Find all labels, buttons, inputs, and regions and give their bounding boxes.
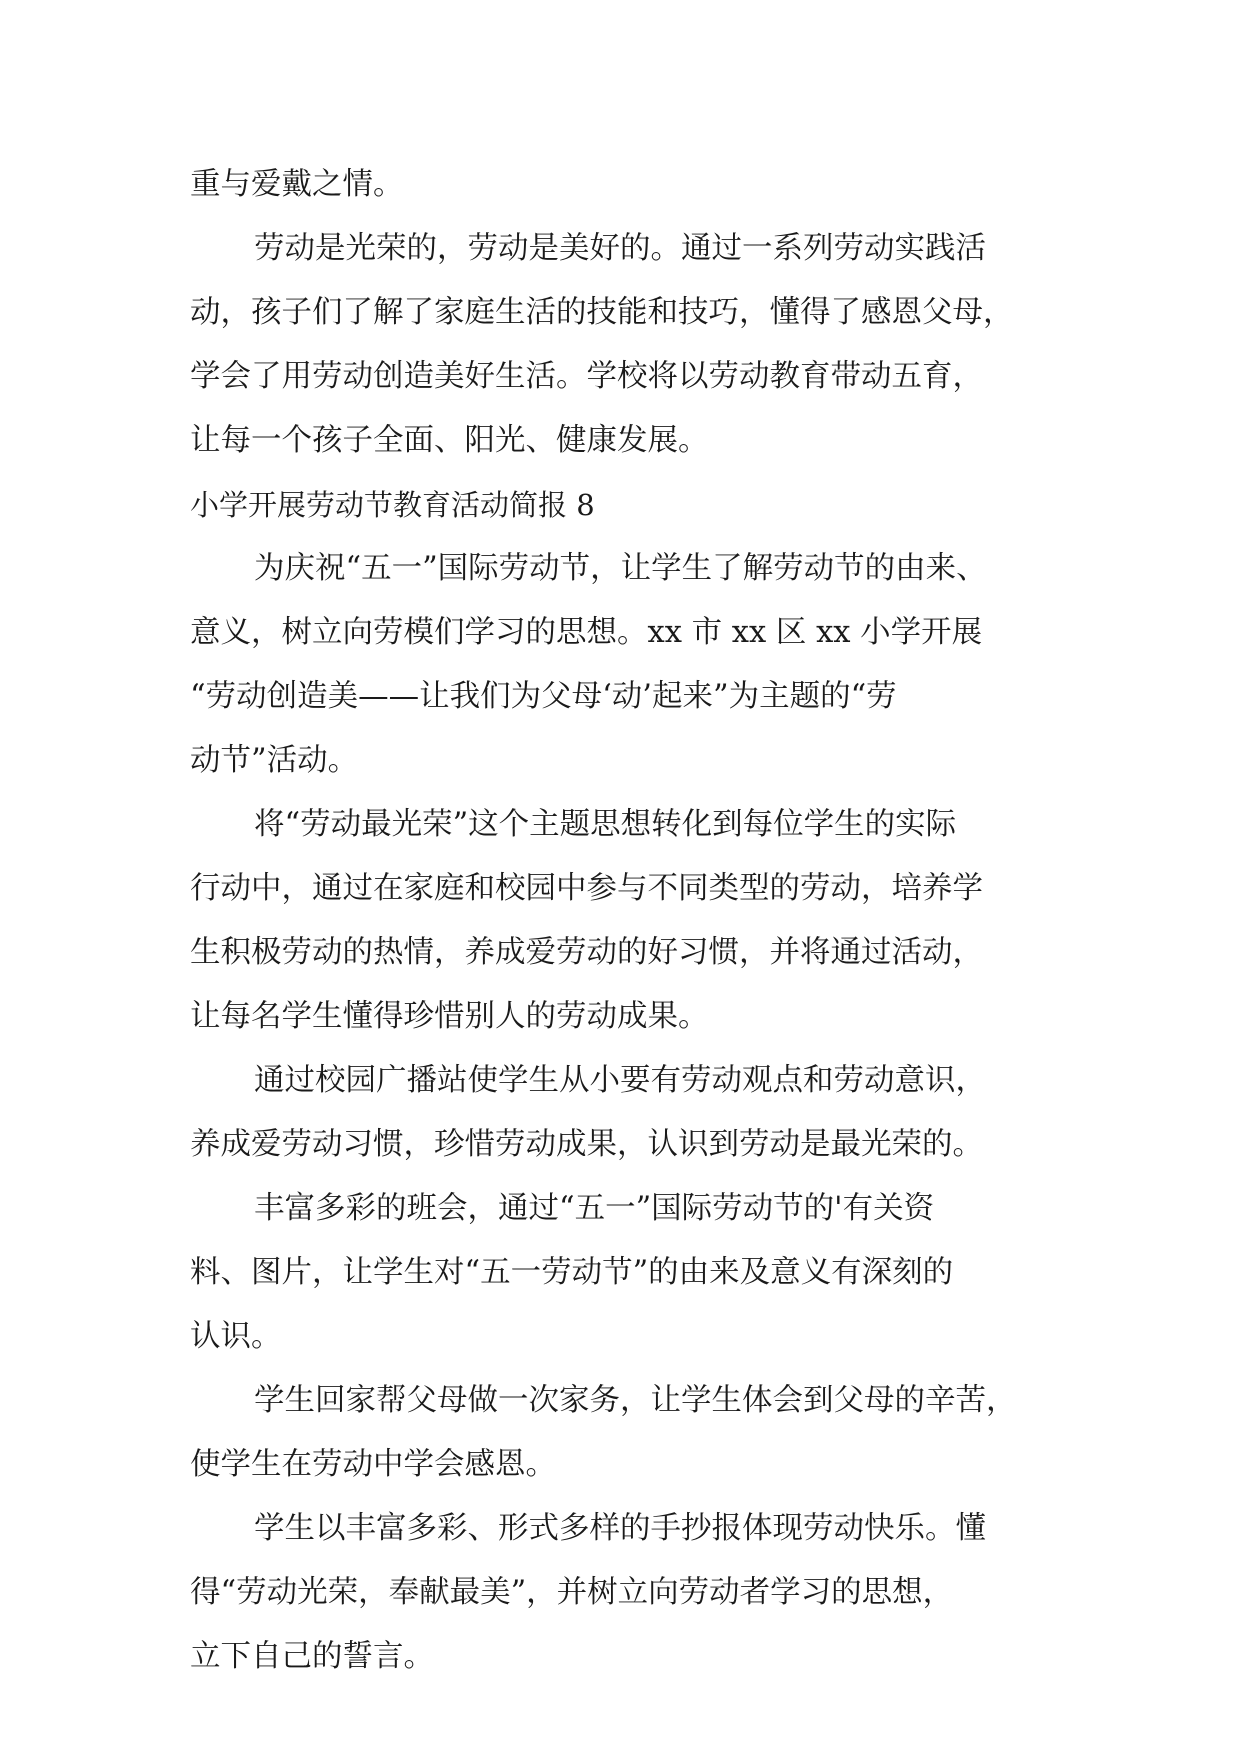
paragraph-line: 为庆祝“五一”国际劳动节，让学生了解劳动节的由来、 [254, 551, 987, 586]
document-page [190, 0, 1052, 1754]
paragraph-line: 意义，树立向劳模们学习的思想。xx 市 xx 区 xx 小学开展 [190, 615, 983, 650]
paragraph-line: 动节”活动。 [190, 743, 359, 778]
paragraph-line: 学生以丰富多彩、形式多样的手抄报体现劳动快乐。懂 [254, 1511, 986, 1546]
paragraph-line: 养成爱劳动习惯，珍惜劳动成果，认识到劳动是最光荣的。 [190, 1127, 983, 1162]
paragraph-line: 生积极劳动的热情，养成爱劳动的好习惯，并将通过活动， [190, 935, 983, 970]
paragraph-line: 劳动是光荣的，劳动是美好的。通过一系列劳动实践活 [254, 231, 986, 266]
paragraph-line: 重与爱戴之情。 [190, 167, 404, 202]
paragraph-line: 通过校园广播站使学生从小要有劳动观点和劳动意识， [254, 1063, 986, 1098]
paragraph-line: 认识。 [190, 1319, 282, 1354]
paragraph-line: 学会了用劳动创造美好生活。学校将以劳动教育带动五育， [190, 359, 983, 394]
paragraph-line: 料、图片，让学生对“五一劳动节”的由来及意义有深刻的 [190, 1255, 954, 1290]
paragraph-line: 让每一个孩子全面、阳光、健康发展。 [190, 423, 709, 458]
paragraph-line: 将“劳动最光荣”这个主题思想转化到每位学生的实际 [254, 807, 957, 842]
paragraph-line: 动，孩子们了解了家庭生活的技能和技巧，懂得了感恩父母， [190, 295, 1014, 330]
paragraph-line: 得“劳动光荣，奉献最美”，并树立向劳动者学习的思想， [190, 1575, 954, 1610]
paragraph-line: 行动中，通过在家庭和校园中参与不同类型的劳动，培养学 [190, 871, 983, 906]
paragraph-line: 立下自己的誓言。 [190, 1639, 434, 1674]
paragraph-line: “劳动创造美——让我们为父母‘动’起来”为主题的“劳 [190, 679, 897, 714]
section-heading: 小学开展劳动节教育活动简报 8 [190, 488, 595, 522]
paragraph-line: 让每名学生懂得珍惜别人的劳动成果。 [190, 999, 709, 1034]
paragraph-line: 学生回家帮父母做一次家务，让学生体会到父母的辛苦， [254, 1383, 1017, 1418]
paragraph-line: 丰富多彩的班会，通过“五一”国际劳动节的'有关资 [254, 1191, 935, 1226]
paragraph-line: 使学生在劳动中学会感恩。 [190, 1447, 556, 1482]
